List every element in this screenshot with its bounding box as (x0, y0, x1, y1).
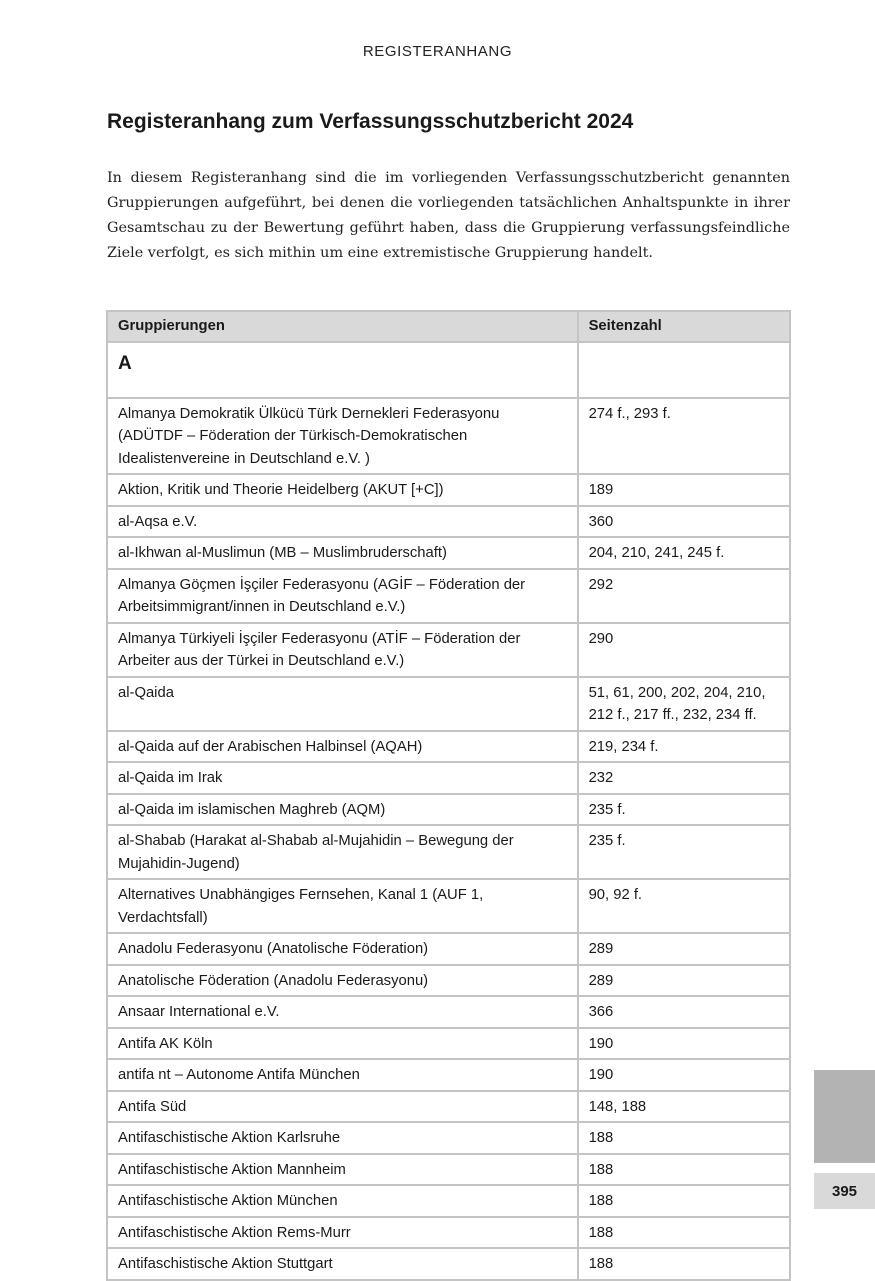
group-name-cell: Antifa Süd (107, 1091, 578, 1123)
group-name-cell: Almanya Türkiyeli İşçiler Federasyonu (ATİF – Föderation der Arbeiter aus der Türkei in Deutschland e.V.) (107, 623, 578, 677)
page-numbers-cell: 289 (578, 933, 790, 965)
group-name-cell: Antifa AK Köln (107, 1028, 578, 1060)
table-row (107, 762, 790, 794)
page-numbers-cell: 188 (578, 1185, 790, 1217)
group-name-cell: Antifaschistische Aktion Stuttgart (107, 1248, 578, 1280)
table-row (107, 731, 790, 763)
page-numbers-cell: 148, 188 (578, 1091, 790, 1123)
column-header-groups: Gruppierungen (107, 311, 578, 342)
group-name-cell: Antifaschistische Aktion Mannheim (107, 1154, 578, 1186)
page-numbers-cell: 188 (578, 1217, 790, 1249)
register-table (106, 310, 791, 1281)
page-numbers-cell: 232 (578, 762, 790, 794)
thumb-index-tab (814, 1070, 875, 1163)
group-name-cell: al-Ikhwan al-Muslimun (MB – Muslimbruderschaft) (107, 537, 578, 569)
table-row (107, 1122, 790, 1154)
page-numbers-cell: 292 (578, 569, 790, 623)
column-header-pages: Seitenzahl (578, 311, 790, 342)
group-name-cell: Anadolu Federasyonu (Anatolische Föderation) (107, 933, 578, 965)
group-name-cell: Anatolische Föderation (Anadolu Federasyonu) (107, 965, 578, 997)
page-numbers-cell: 188 (578, 1122, 790, 1154)
page-numbers-cell: 188 (578, 1248, 790, 1280)
table-row (107, 623, 790, 677)
section-letter: A (107, 342, 578, 398)
table-row (107, 965, 790, 997)
group-name-cell: Antifaschistische Aktion München (107, 1185, 578, 1217)
page-numbers-cell: 235 f. (578, 794, 790, 826)
group-name-cell: Aktion, Kritik und Theorie Heidelberg (AKUT [+C]) (107, 474, 578, 506)
table-row (107, 474, 790, 506)
table-row (107, 879, 790, 933)
table-row (107, 1217, 790, 1249)
page-numbers-cell: 188 (578, 1154, 790, 1186)
group-name-cell: al-Aqsa e.V. (107, 506, 578, 538)
group-name-cell: al-Shabab (Harakat al-Shabab al-Mujahidin – Bewegung der Mujahidin-Jugend) (107, 825, 578, 879)
table-row (107, 398, 790, 475)
running-header: REGISTERANHANG (362, 43, 513, 60)
table-row (107, 794, 790, 826)
table-row (107, 506, 790, 538)
page-numbers-cell: 366 (578, 996, 790, 1028)
intro-paragraph: In diesem Registeranhang sind die im vorliegenden Verfassungsschutzbericht genannten Gruppierungen aufgeführt, bei denen die vorliegenden tatsächlichen Anhaltspunkte in ihrer Gesamtschau zu der Bewertung geführt haben, dass die Gruppierung verfassungsfeindliche Ziele verfolgt, es sich mithin um eine extremistische Gruppierung handelt. (107, 170, 790, 261)
table-header-row (107, 311, 790, 342)
table-row (107, 996, 790, 1028)
page-title: Registeranhang zum Verfassungsschutzbericht 2024 (107, 110, 634, 133)
page-numbers-cell: 235 f. (578, 825, 790, 879)
table-row (107, 933, 790, 965)
page-numbers-cell: 204, 210, 241, 245 f. (578, 537, 790, 569)
group-name-cell: antifa nt – Autonome Antifa München (107, 1059, 578, 1091)
page-number: 395 (814, 1173, 875, 1209)
group-name-cell: al-Qaida auf der Arabischen Halbinsel (AQAH) (107, 731, 578, 763)
section-letter-empty-cell (578, 342, 790, 398)
page-numbers-cell: 360 (578, 506, 790, 538)
page-numbers-cell: 219, 234 f. (578, 731, 790, 763)
table-row (107, 1091, 790, 1123)
group-name-cell: al-Qaida im islamischen Maghreb (AQM) (107, 794, 578, 826)
page-numbers-cell: 190 (578, 1028, 790, 1060)
group-name-cell: al-Qaida (107, 677, 578, 731)
group-name-cell: Antifaschistische Aktion Karlsruhe (107, 1122, 578, 1154)
page-numbers-cell: 290 (578, 623, 790, 677)
table-row (107, 537, 790, 569)
table-row (107, 569, 790, 623)
table-row (107, 1185, 790, 1217)
group-name-cell: Alternatives Unabhängiges Fernsehen, Kanal 1 (AUF 1, Verdachtsfall) (107, 879, 578, 933)
page-numbers-cell: 51, 61, 200, 202, 204, 210, 212 f., 217 ff., 232, 234 ff. (578, 677, 790, 731)
group-name-cell: Almanya Demokratik Ülkücü Türk Dernekleri Federasyonu (ADÜTDF – Föderation der Türkisch-Demokratischen Idealistenvereine in Deutschland e.V. ) (107, 398, 578, 475)
page-numbers-cell: 190 (578, 1059, 790, 1091)
page-numbers-cell: 189 (578, 474, 790, 506)
table-row (107, 825, 790, 879)
table-row (107, 677, 790, 731)
group-name-cell: Antifaschistische Aktion Rems-Murr (107, 1217, 578, 1249)
group-name-cell: Ansaar International e.V. (107, 996, 578, 1028)
table-row (107, 1059, 790, 1091)
table-row (107, 1028, 790, 1060)
page-numbers-cell: 289 (578, 965, 790, 997)
group-name-cell: al-Qaida im Irak (107, 762, 578, 794)
table-row (107, 1248, 790, 1280)
group-name-cell: Almanya Göçmen İşçiler Federasyonu (AGİF – Föderation der Arbeitsimmigrant/innen in Deutschland e.V.) (107, 569, 578, 623)
table-row (107, 1154, 790, 1186)
page-numbers-cell: 274 f., 293 f. (578, 398, 790, 475)
page-numbers-cell: 90, 92 f. (578, 879, 790, 933)
section-letter-row (107, 342, 790, 398)
